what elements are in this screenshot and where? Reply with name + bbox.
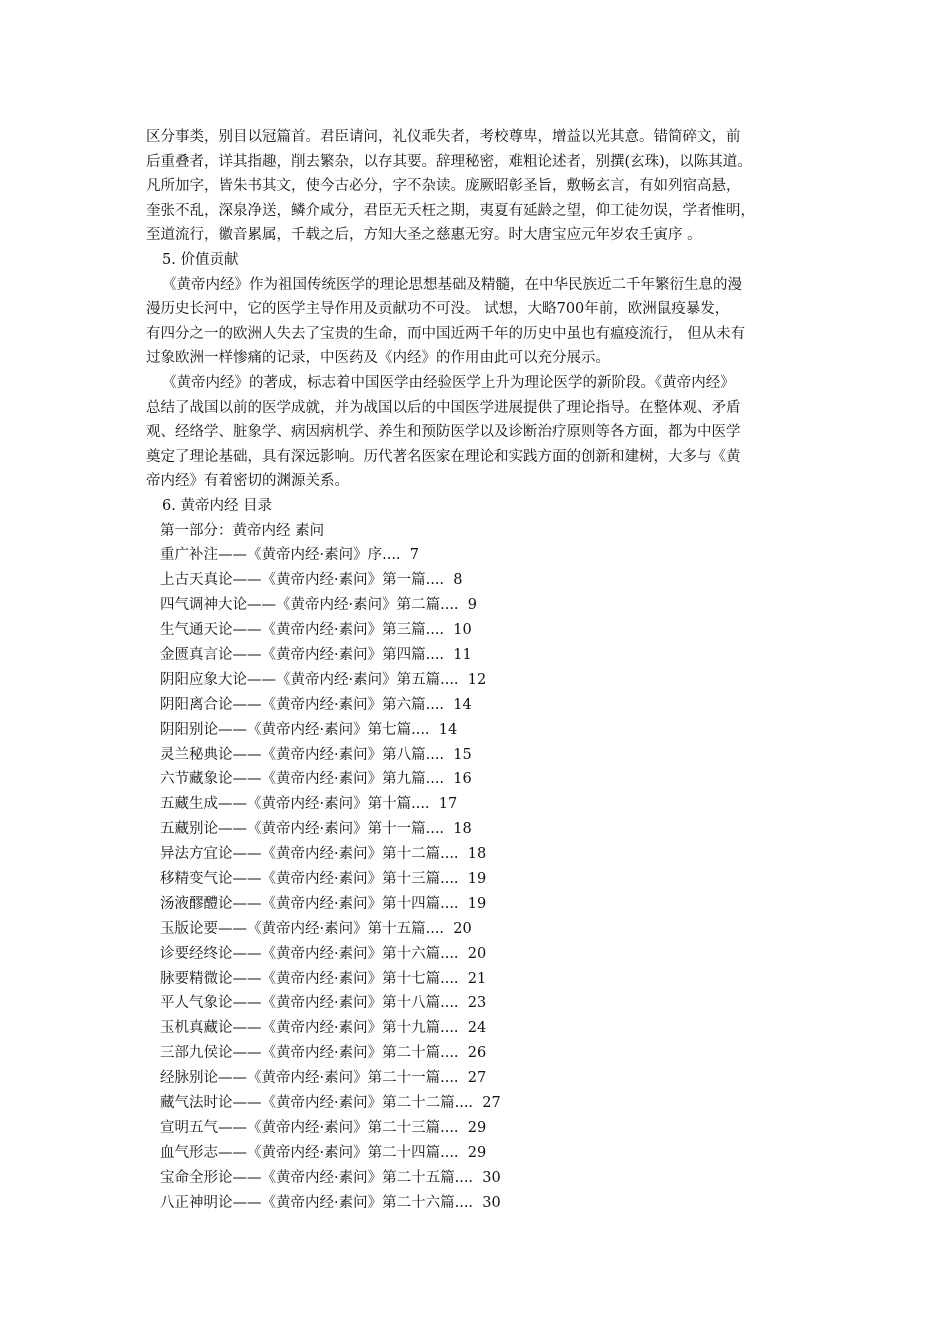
toc-entry: 玉机真藏论——《黄帝内经·素问》第十九篇.... 24	[160, 1020, 487, 1037]
toc-entry: 阴阳别论——《黄帝内经·素问》第七篇.... 14	[160, 721, 458, 738]
text-line: 总结了战国以前的医学成就，并为战国以后的中国医学进展提供了理论指导。在整体观、矛盾	[146, 399, 741, 416]
text-line: 《黄帝内经》作为祖国传统医学的理论思想基础及精髓，在中华民族近二千年繁衍生息的漫	[162, 276, 742, 293]
toc-entry: 宝命全形论——《黄帝内经·素问》第二十五篇.... 30	[160, 1169, 501, 1186]
toc-entry: 汤液醪醴论——《黄帝内经·素问》第十四篇.... 19	[160, 895, 487, 912]
section-5-paragraph-2	[146, 371, 810, 494]
toc-entry: 上古天真论——《黄帝内经·素问》第一篇.... 8	[160, 572, 463, 589]
toc-entry: 平人气象论——《黄帝内经·素问》第十八篇.... 23	[160, 995, 487, 1012]
toc-entry: 玉版论要——《黄帝内经·素问》第十五篇.... 20	[160, 920, 472, 937]
section-5-heading: 5. 价值贡献	[162, 251, 239, 268]
text-line: 奠定了理论基础，具有深远影响。历代著名医家在理论和实践方面的创新和建树，大多与《黄	[146, 448, 741, 465]
text-line: 过象欧洲一样惨痛的记录，中医药及《内经》的作用由此可以充分展示。	[146, 350, 610, 367]
toc-entry: 移精变气论——《黄帝内经·素问》第十三篇.... 19	[160, 870, 487, 887]
toc-entry: 阴阳应象大论——《黄帝内经·素问》第五篇.... 12	[160, 671, 487, 688]
toc-entry: 六节藏象论——《黄帝内经·素问》第九篇.... 16	[160, 771, 472, 788]
section-5-paragraph-1	[146, 273, 810, 371]
toc-entry: 阴阳离合论——《黄帝内经·素问》第六篇.... 14	[160, 696, 472, 713]
toc-entry: 五藏别论——《黄帝内经·素问》第十一篇.... 18	[160, 821, 472, 838]
toc-entry: 生气通天论——《黄帝内经·素问》第三篇.... 10	[160, 622, 472, 639]
text-line: 帝内经》有着密切的渊源关系。	[146, 473, 349, 490]
toc-part-title: 第一部分：黄帝内经 素问	[160, 522, 325, 539]
text-line: 有四分之一的欧洲人失去了宝贵的生命，而中国近两千年的历史中虽也有瘟疫流行， 但从未有	[146, 325, 746, 342]
toc-entry: 血气形志——《黄帝内经·素问》第二十四篇.... 29	[160, 1144, 487, 1161]
text-line: 《黄帝内经》的著成，标志着中国医学由经验医学上升为理论医学的新阶段。《黄帝内经》	[162, 374, 735, 391]
document-page	[146, 125, 810, 1215]
toc-entry: 金匮真言论——《黄帝内经·素问》第四篇.... 11	[160, 646, 472, 663]
toc-entry: 三部九侯论——《黄帝内经·素问》第二十篇.... 26	[160, 1045, 487, 1062]
toc-entry: 四气调神大论——《黄帝内经·素问》第二篇.... 9	[160, 597, 477, 614]
text-line: 至道流行，徽音累属，千载之后，方知大圣之慈惠无穷。时大唐宝应元年岁农壬寅序 。	[146, 227, 702, 244]
toc-entry: 异法方宜论——《黄帝内经·素问》第十二篇.... 18	[160, 846, 487, 863]
text-line: 后重叠者，详其指趣，削去繁杂，以存其要。辞理秘密，难粗论述者，别撰(玄珠)，以陈其道。	[146, 153, 752, 170]
toc-entry: 重广补注——《黄帝内经·素问》序.... 7	[160, 547, 419, 564]
table-of-contents	[146, 519, 810, 1216]
intro-paragraph	[146, 125, 810, 248]
text-line: 漫历史长河中，它的医学主导作用及贡献功不可没。 试想，大略700年前，欧洲鼠疫暴发，	[146, 301, 730, 318]
text-line: 奎张不乱，深泉净送，鳞介咸分，君臣无夭枉之期，夷夏有延龄之望，仰工徒勿误，学者惟明，	[146, 202, 755, 219]
text-line: 凡所加字，皆朱书其文，使今古必分，字不杂读。庞厥昭彰圣旨，敷畅玄言，有如列宿高悬，	[146, 178, 741, 195]
toc-entry: 脉要精微论——《黄帝内经·素问》第十七篇.... 21	[160, 970, 487, 987]
toc-entry: 经脉别论——《黄帝内经·素问》第二十一篇.... 27	[160, 1070, 487, 1087]
text-line: 区分事类，别目以冠篇首。君臣请问，礼仪乖失者，考校尊卑，增益以光其意。错简碎文，前	[146, 129, 741, 145]
toc-entry: 五藏生成——《黄帝内经·素问》第十篇.... 17	[160, 796, 458, 813]
toc-entry: 藏气法时论——《黄帝内经·素问》第二十二篇.... 27	[160, 1094, 501, 1111]
toc-entry: 灵兰秘典论——《黄帝内经·素问》第八篇.... 15	[160, 746, 472, 763]
toc-entry: 宣明五气——《黄帝内经·素问》第二十三篇.... 29	[160, 1119, 487, 1136]
toc-entry: 诊要经终论——《黄帝内经·素问》第十六篇.... 20	[160, 945, 487, 962]
text-line: 观、经络学、脏象学、病因病机学、养生和预防医学以及诊断治疗原则等各方面，都为中医学	[146, 424, 741, 441]
toc-entry: 八正神明论——《黄帝内经·素问》第二十六篇.... 30	[160, 1194, 501, 1211]
section-6-heading: 6. 黄帝内经 目录	[162, 497, 273, 514]
